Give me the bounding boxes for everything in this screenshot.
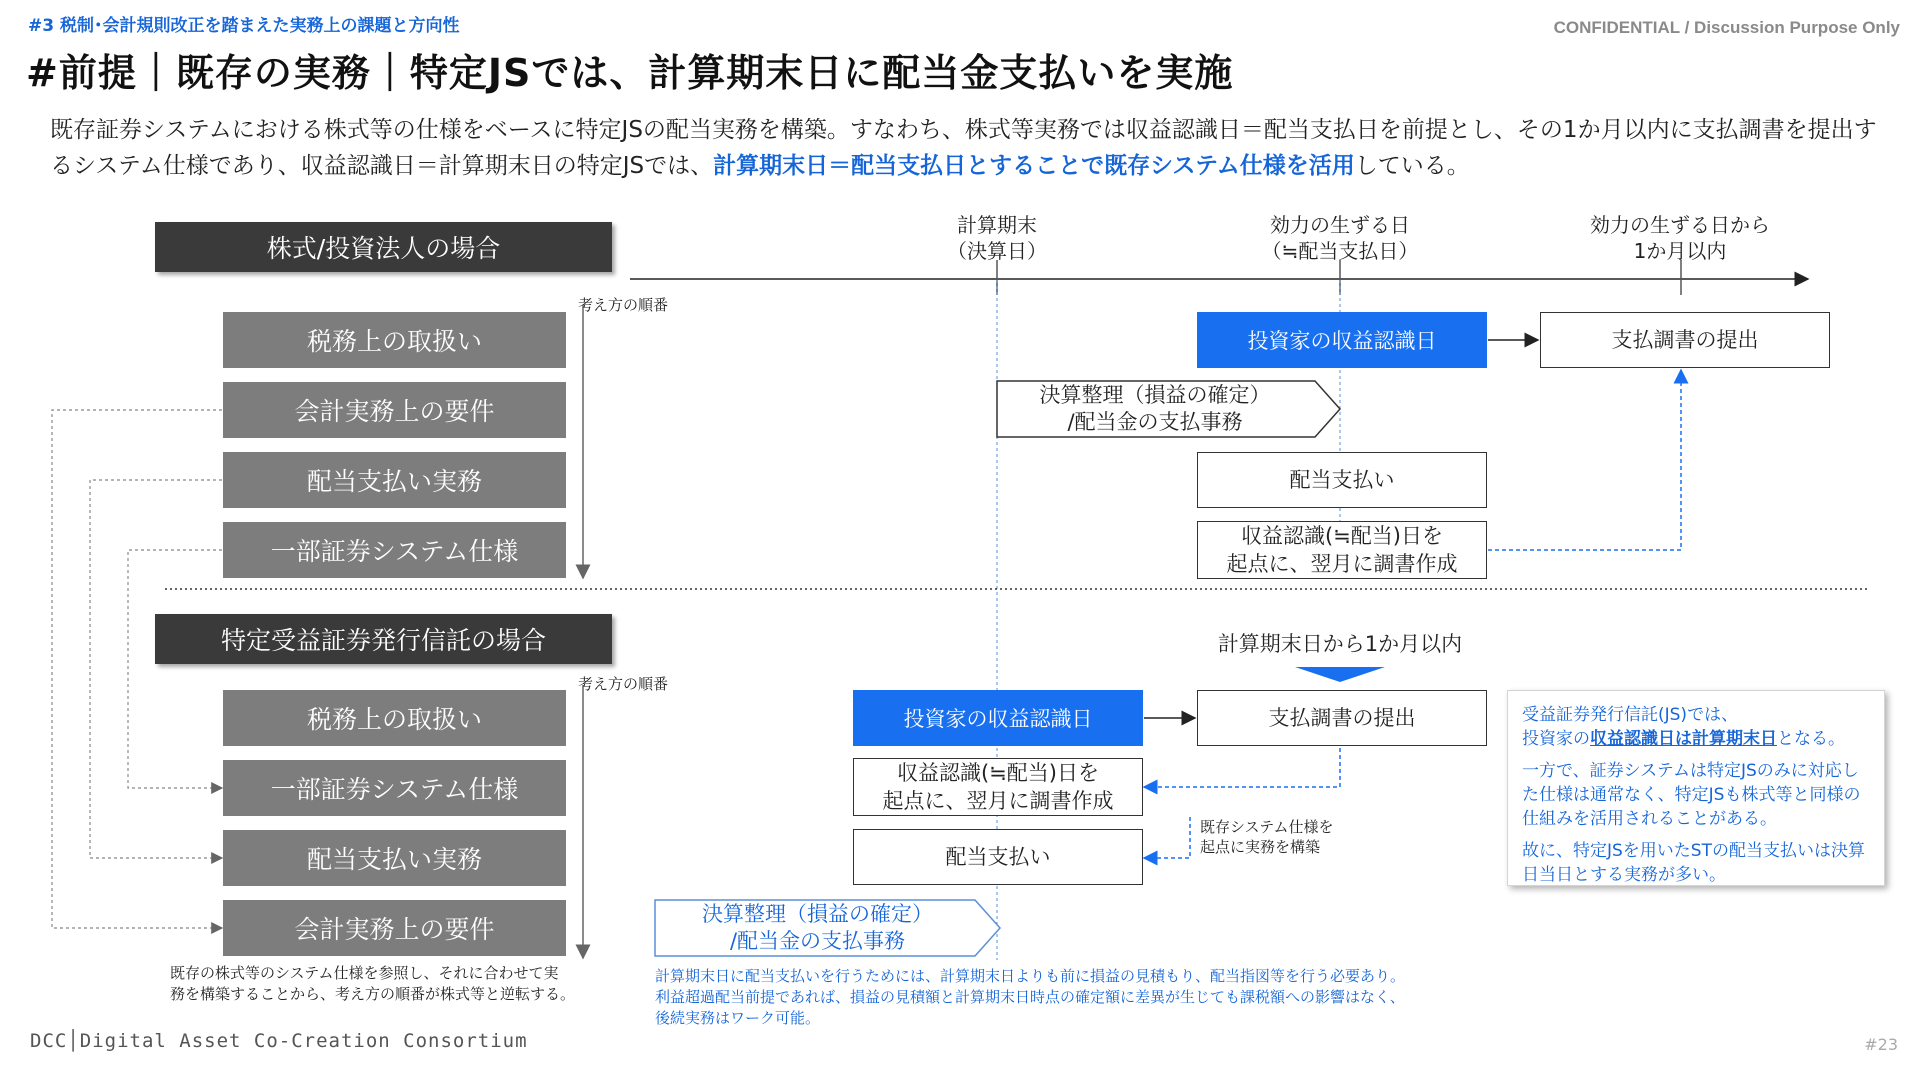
- js-report-creation: 収益認識(≒配当)日を 起点に、翌月に調書作成: [853, 758, 1143, 816]
- page-number: #23: [1864, 1035, 1898, 1054]
- callout-box: [1507, 690, 1885, 886]
- timeline-label-effective: 効力の生ずる日 （≒配当支払日）: [1261, 213, 1419, 263]
- js-payment-report: 支払調書の提出: [1197, 690, 1487, 746]
- js-case-heading: 特定受益証券発行信託の場合: [155, 614, 612, 664]
- callout-p2: 一方で、証券システムは特定JSのみに対応した仕様は通常なく、特定JSも株式等と同様の仕組みを活用されることがある。: [1522, 761, 1861, 829]
- stock-dividend-payment: 配当支払い: [1197, 452, 1487, 508]
- stock-report-creation: 収益認識(≒配当)日を 起点に、翌月に調書作成: [1197, 521, 1487, 579]
- stock-item-accounting: 会計実務上の要件: [223, 382, 566, 438]
- stock-payment-report: 支払調書の提出: [1540, 312, 1830, 368]
- js-existing-system-note: 既存システム仕様を 起点に実務を構築: [1200, 818, 1334, 856]
- js-item-accounting: 会計実務上の要件: [223, 900, 566, 956]
- js-order-label: 考え方の順番: [578, 675, 669, 693]
- js-bottom-left-note: 既存の株式等のシステム仕様を参照し、それに合わせて実 務を構築することから、考え方の順番が株式等と逆転する。: [170, 964, 576, 1003]
- footer-logo: DCC│Digital Asset Co-Creation Consortium: [30, 1030, 528, 1052]
- callout-p1: [1522, 703, 1870, 751]
- timeline-label-end: 計算期末 （決算日）: [947, 213, 1047, 263]
- js-investor-recognition: 投資家の収益認識日: [853, 690, 1143, 746]
- callout-p3: 故に、特定JSを用いたSTの配当支払いは決算日当日とする実務が多い。: [1522, 841, 1865, 885]
- stock-order-label: 考え方の順番: [578, 296, 669, 314]
- page-title: #前提｜既存の実務｜特定JSでは、計算期末日に配当金支払いを実施: [26, 51, 1234, 95]
- callout-p1-a: 受益証券発行信託(JS)では、: [1522, 705, 1739, 725]
- stock-item-dividend: 配当支払い実務: [223, 452, 566, 508]
- section-tag: #3 税制･会計規則改正を踏まえた実務上の課題と方向性: [28, 16, 460, 36]
- stock-item-system: 一部証券システム仕様: [223, 522, 566, 578]
- js-within-month: 計算期末日から1か月以内: [1217, 632, 1463, 656]
- confidential-label: CONFIDENTIAL / Discussion Purpose Only: [1553, 18, 1900, 37]
- js-item-tax: 税務上の取扱い: [223, 690, 566, 746]
- stock-investor-recognition: 投資家の収益認識日: [1197, 312, 1487, 368]
- lead-highlight: 計算期末日＝配当支払日とすることで既存システム仕様を活用: [713, 153, 1355, 179]
- callout-p1-emph: 収益認識日は計算期末日: [1590, 729, 1777, 749]
- js-item-system: 一部証券システム仕様: [223, 760, 566, 816]
- lead-text-1: 既存証券システムにおける株式等の仕様をベースに特定JSの配当実務を構築。すなわち、株式等実務では収益認識日＝配当支払日を前提とし、その1か月以内に支払調書を提出するシステム仕様であり、収益認識日＝計算期末日の特定JSでは、: [50, 117, 1877, 179]
- js-dividend-payment: 配当支払い: [853, 829, 1143, 885]
- lead-text-2: している。: [1354, 153, 1470, 179]
- timeline-label-one-month: 効力の生ずる日から 1か月以内: [1590, 213, 1770, 263]
- callout-p1-d: となる。: [1777, 729, 1845, 749]
- callout-p1-b: 投資家の: [1522, 729, 1590, 749]
- stock-item-tax: 税務上の取扱い: [223, 312, 566, 368]
- js-settlement: 決算整理（損益の確定） /配当金の支払事務: [702, 902, 933, 953]
- js-item-dividend: 配当支払い実務: [223, 830, 566, 886]
- js-bottom-note: 計算期末日に配当支払いを行うためには、計算期末日よりも前に損益の見積もり、配当指図等を行う必要あり。 利益超過配当前提であれば、損益の見積額と計算期末日時点の確定額に差異が生じても課税額への影響はなく、 後続実務はワーク可能。: [655, 967, 1406, 1027]
- stock-settlement: 決算整理（損益の確定） /配当金の支払事務: [1039, 383, 1271, 434]
- stock-case-heading: 株式/投資法人の場合: [155, 222, 612, 272]
